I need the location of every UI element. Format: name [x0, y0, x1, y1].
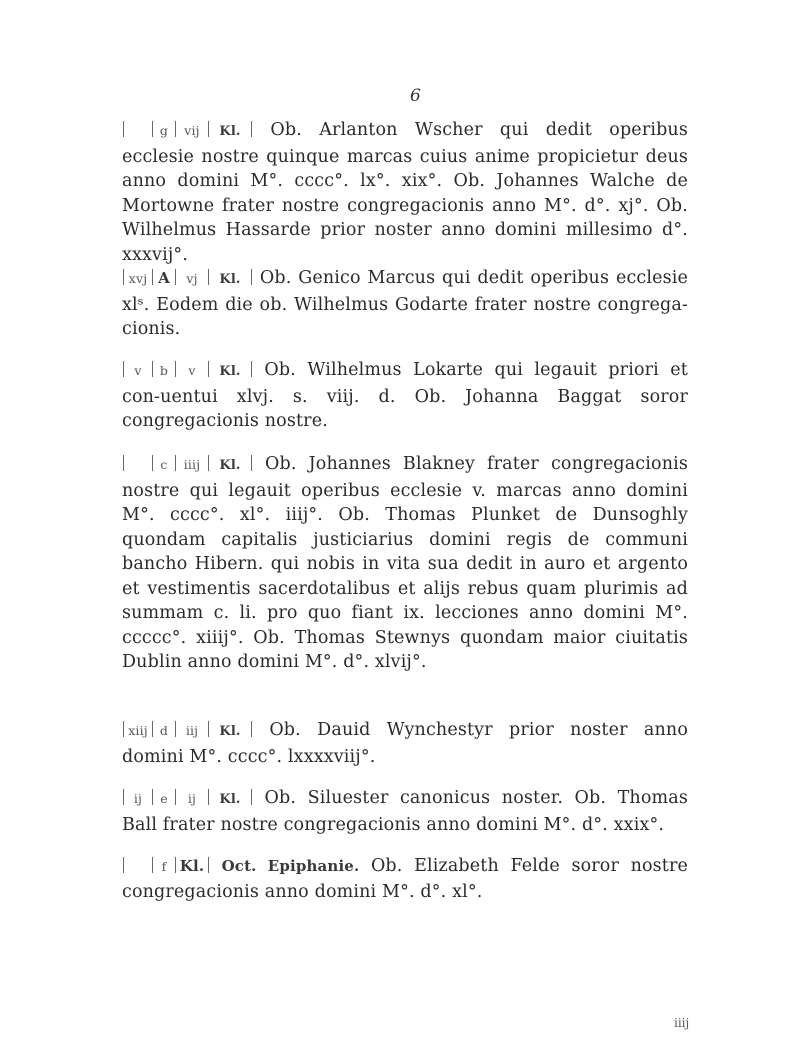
day-count: iiij	[183, 457, 201, 472]
entry-text: Ob. Wilhelmus Lokarte qui legauit priori et con-uentui xlvj. s. viij. d. Ob. Johanna Baggat soror congregacionis nostre.	[122, 360, 688, 431]
column-rule	[251, 455, 252, 471]
column-rule	[251, 721, 252, 737]
entry-text: Ob. Genico Marcus qui dedit operibus ecclesie xlˢ. Eodem die ob. Wilhelmus Godarte frater nostre congrega-cionis.	[122, 268, 688, 339]
day-count: vij	[184, 123, 200, 138]
calendar-entry	[122, 358, 688, 434]
golden-number: v	[134, 363, 142, 378]
column-rule	[208, 857, 209, 873]
column-rule	[175, 121, 176, 137]
column-rule	[152, 361, 153, 377]
kalends-mark: Kl.	[219, 364, 241, 379]
column-rule	[175, 857, 176, 873]
column-rule	[208, 121, 209, 137]
golden-number: xiij	[128, 723, 148, 738]
dominical-letter: e	[160, 791, 168, 806]
column-rule	[208, 361, 209, 377]
column-rule	[208, 789, 209, 805]
dominical-letter: d	[159, 723, 169, 738]
column-rule	[123, 121, 124, 137]
column-rule	[152, 857, 153, 873]
kalends-mark: Kl.	[219, 458, 241, 473]
column-rule	[123, 789, 124, 805]
entry-text: Ob. Elizabeth Felde soror nostre congregacionis anno domini M°. d°. xl°.	[122, 856, 689, 902]
column-rule	[251, 269, 252, 285]
column-rule	[123, 721, 124, 737]
dominical-letter: g	[159, 123, 169, 138]
entry-text: Ob. Dauid Wynchestyr prior noster anno domini M°. cccc°. lxxxxviij°.	[122, 720, 688, 767]
day-count: vj	[186, 271, 198, 286]
calendar-entry	[122, 786, 688, 837]
column-rule	[152, 269, 153, 285]
dominical-letter: f	[161, 859, 167, 874]
calendar-entry	[122, 718, 688, 769]
calendar-entry	[122, 118, 688, 267]
dominical-letter: b	[159, 363, 169, 378]
kalends-mark: Kl.	[219, 724, 241, 739]
kalends-mark: Kl.	[219, 124, 241, 139]
day-count: ij	[187, 791, 197, 806]
column-rule	[208, 721, 209, 737]
calendar-entry	[122, 266, 688, 342]
column-rule	[175, 269, 176, 285]
column-rule	[175, 789, 176, 805]
kalends-mark: Kl.	[179, 857, 205, 875]
column-rule	[152, 121, 153, 137]
dominical-letter: c	[160, 457, 168, 472]
column-rule	[251, 361, 252, 377]
calendar-entry	[122, 854, 688, 904]
golden-number: xvj	[128, 271, 148, 286]
column-rule	[175, 455, 176, 471]
column-rule	[123, 455, 124, 471]
entry-text: Ob. Johannes Blakney frater congregacionis nostre qui legauit operibus ecclesie v. marcas anno domini M°. cccc°. xl°. iiij°. Ob. Thomas Plunket de Dunsoghly quondam capitalis justiciarius domini regis de communi bancho Hibern. qui nobis in vita sua dedit in auro et argento et vestimentis sacerdotalibus et alijs rebus quam plurimis ad summam c. li. pro quo fiant ix. lecciones anno domini M°. ccccc°. xiiij°. Ob. Thomas Stewnys quondam maior ciuitatis Dublin anno domini M°. d°. xlvij°.	[122, 454, 688, 672]
column-rule	[175, 721, 176, 737]
column-rule	[152, 455, 153, 471]
feast-name: Oct. Epiphanie.	[221, 857, 360, 875]
column-rule	[152, 789, 153, 805]
day-count: iij	[185, 723, 199, 738]
column-rule	[251, 789, 252, 805]
column-rule	[123, 857, 124, 873]
entry-text: Ob. Siluester canonicus noster. Ob. Thomas Ball frater nostre congregacionis anno domini M°. d°. xxix°.	[122, 788, 688, 835]
column-rule	[123, 269, 124, 285]
column-rule	[208, 269, 209, 285]
page-number: 6	[410, 86, 421, 106]
entry-text: Ob. Arlanton Wscher qui dedit operibus ecclesie nostre quinque marcas cuius anime propicietur deus anno domini M°. cccc°. lx°. xix°. Ob. Johannes Walche de Mortowne frater nostre congregacionis anno M°. d°. xj°. Ob. Wilhelmus Hassarde prior noster anno domini millesimo d°. xxxvij°.	[122, 120, 688, 265]
column-rule	[208, 455, 209, 471]
column-rule	[175, 361, 176, 377]
calendar-entry	[122, 452, 688, 675]
kalends-mark: Kl.	[219, 272, 241, 287]
day-count: v	[188, 363, 196, 378]
golden-number: ij	[133, 791, 143, 806]
dominical-letter: A	[158, 269, 170, 287]
catchword: iiij	[674, 1016, 690, 1030]
column-rule	[152, 721, 153, 737]
column-rule	[251, 121, 252, 137]
kalends-mark: Kl.	[219, 792, 241, 807]
column-rule	[123, 361, 124, 377]
